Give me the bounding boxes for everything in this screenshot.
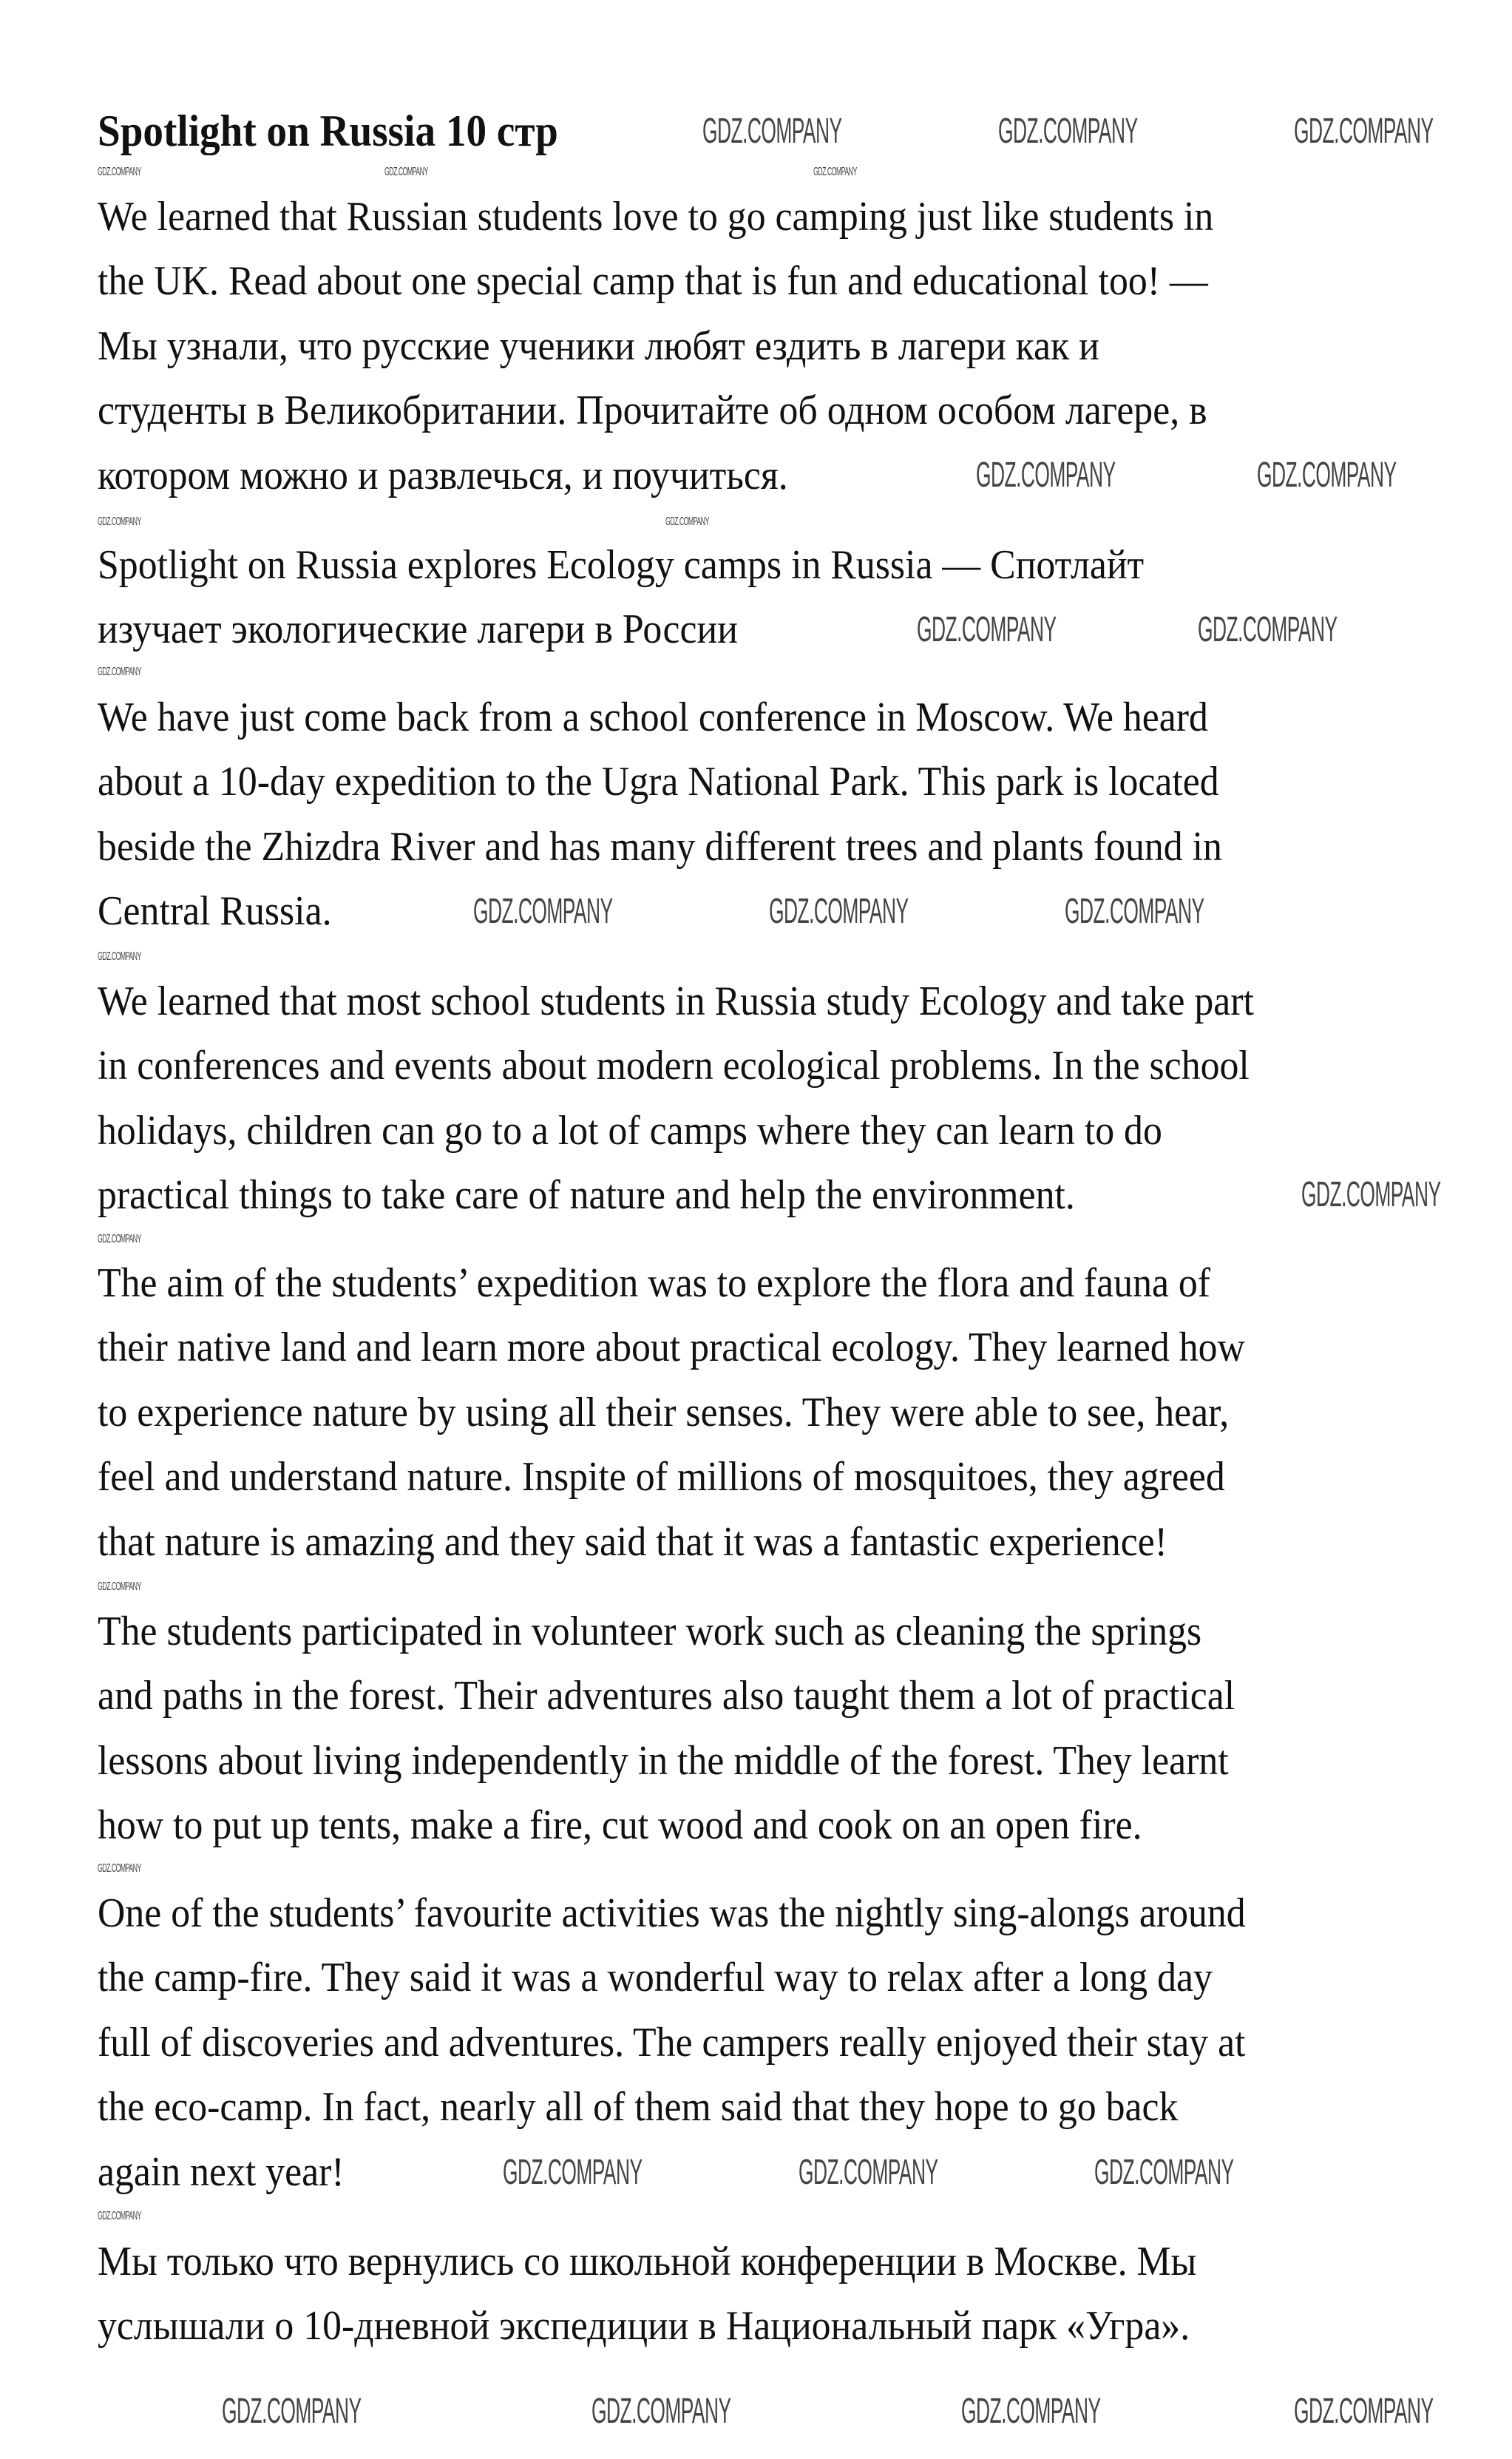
text-line: the eco-camp. In fact, nearly all of them said that they hope to go back	[98, 2084, 1179, 2131]
paragraph-aim	[98, 1251, 1338, 1574]
text-line: feel and understand nature. Inspite of millions of mosquitoes, they agreed	[98, 1454, 1225, 1501]
text-line: holidays, children can go to a lot of camps where they can learn to do	[98, 1107, 1162, 1154]
text-line: that nature is amazing and they said that it was a fantastic experience!	[98, 1518, 1167, 1565]
watermark: GDZ.COMPANY	[976, 456, 1116, 495]
watermark: GDZ.COMPANY	[702, 112, 842, 151]
text-line: full of discoveries and adventures. The campers really enjoyed their stay at	[98, 2019, 1246, 2066]
watermark: GDZ.COMPANY	[1257, 456, 1397, 495]
watermark: GDZ.COMPANY	[473, 892, 613, 931]
text-line: Central Russia.	[98, 888, 332, 935]
watermark: GDZ.COMPANY	[799, 2153, 938, 2192]
watermark: GDZ.COMPANY	[98, 666, 141, 678]
text-line: to experience nature by using all their senses. They were able to see, hear,	[98, 1389, 1230, 1435]
text-line: The students participated in volunteer work such as cleaning the springs	[98, 1609, 1202, 1654]
watermark: GDZ.COMPANY	[813, 166, 857, 178]
paragraph-russian-translation	[98, 2230, 1286, 2359]
watermark: GDZ.COMPANY	[769, 892, 909, 931]
paragraph-volunteer	[98, 1600, 1327, 1858]
paragraph-intro	[98, 185, 1304, 508]
watermark: GDZ.COMPANY	[98, 1862, 141, 1875]
watermark: GDZ.COMPANY	[384, 166, 428, 178]
text-line: Мы узнали, что русские ученики любят ездить в лагери как и	[98, 322, 1099, 369]
text-line: lessons about living independently in the middle of the forest. They learnt	[98, 1737, 1229, 1784]
watermark: GDZ.COMPANY	[591, 2392, 731, 2431]
text-line: The aim of the students’ expedition was to explore the flora and fauna of	[98, 1260, 1211, 1306]
text-line: котором можно и развлечься, и поучиться.	[98, 452, 788, 498]
watermark: GDZ.COMPANY	[98, 166, 141, 178]
watermark: GDZ.COMPANY	[917, 610, 1057, 649]
watermark: GDZ.COMPANY	[1094, 2153, 1234, 2192]
watermark: GDZ.COMPANY	[222, 2392, 362, 2431]
text-line: We learned that Russian students love to go camping just like students in	[98, 194, 1214, 240]
watermark: GDZ.COMPANY	[1294, 2392, 1434, 2431]
text-line: the UK. Read about one special camp that is fun and educational too! —	[98, 258, 1208, 305]
text-line: again next year!	[98, 2148, 345, 2195]
text-line: and paths in the forest. Their adventures also taught them a lot of practical	[98, 1673, 1235, 1719]
paragraph-ecology	[98, 970, 1348, 1228]
watermark: GDZ.COMPANY	[1294, 112, 1434, 151]
watermark: GDZ.COMPANY	[98, 515, 141, 528]
text-line: beside the Zhizdra River and has many different trees and plants found in	[98, 823, 1222, 870]
text-line: One of the students’ favourite activities was the nightly sing-alongs around	[98, 1890, 1246, 1936]
text-line: студенты в Великобритании. Прочитайте об одном особом лагере, в	[98, 388, 1207, 434]
watermark: GDZ.COMPANY	[1198, 610, 1338, 649]
text-line: their native land and learn more about practical ecology. They learned how	[98, 1325, 1245, 1371]
text-line: practical things to take care of nature and help the environment.	[98, 1172, 1075, 1219]
text-line: We have just come back from a school conference in Moscow. We heard	[98, 694, 1208, 740]
watermark: GDZ.COMPANY	[98, 950, 141, 963]
watermark: GDZ.COMPANY	[961, 2392, 1101, 2431]
text-line: in conferences and events about modern ecological problems. In the school	[98, 1043, 1250, 1089]
text-line: We learned that most school students in Russia study Ecology and take part	[98, 978, 1254, 1024]
text-line: Spotlight on Russia explores Ecology camps in Russia — Спотлайт	[98, 542, 1145, 588]
watermark: GDZ.COMPANY	[98, 2210, 141, 2222]
text-line: изучает экологические лагери в России	[98, 606, 738, 653]
watermark: GDZ.COMPANY	[1301, 1175, 1441, 1214]
text-line: about a 10-day expedition to the Ugra National Park. This park is located	[98, 759, 1219, 805]
watermark: GDZ.COMPANY	[998, 112, 1138, 151]
page-title: Spotlight on Russia 10 стр	[98, 106, 558, 155]
watermark: GDZ.COMPANY	[98, 1233, 141, 1245]
watermark: GDZ.COMPANY	[665, 515, 709, 528]
watermark: GDZ.COMPANY	[503, 2153, 643, 2192]
watermark: GDZ.COMPANY	[98, 1580, 141, 1593]
text-line: услышали о 10-дневной экспедиции в Национальный парк «Угра».	[98, 2303, 1190, 2350]
text-line: Мы только что вернулись со школьной конференции в Москве. Мы	[98, 2239, 1197, 2284]
text-line: the camp-fire. They said it was a wonderful way to relax after a long day	[98, 1955, 1213, 2001]
text-line: how to put up tents, make a fire, cut wood and cook on an open fire.	[98, 1802, 1142, 1849]
watermark: GDZ.COMPANY	[1065, 892, 1204, 931]
paragraph-heading	[98, 533, 1229, 663]
